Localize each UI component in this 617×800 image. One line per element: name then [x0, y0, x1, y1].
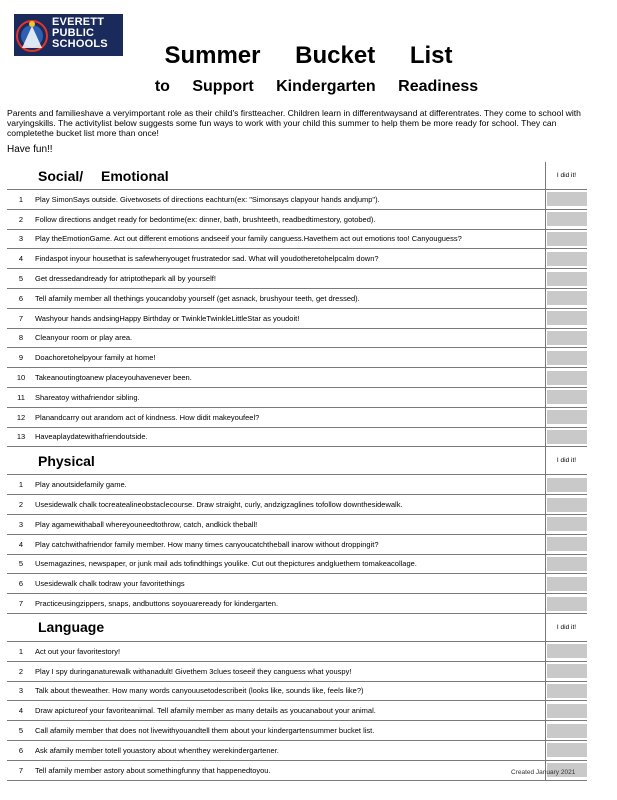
list-item: [7, 701, 587, 721]
list-item: [7, 760, 587, 780]
did-it-cell: [546, 661, 588, 681]
did-it-checkbox[interactable]: [547, 684, 587, 698]
did-it-cell: [546, 368, 588, 388]
section-title: Social/ Emotional: [35, 162, 546, 190]
item-activity: Act out your favoritestory!: [35, 641, 546, 661]
item-number: 4: [7, 249, 35, 269]
did-it-checkbox[interactable]: [547, 351, 587, 365]
did-it-checkbox[interactable]: [547, 644, 587, 658]
list-item: [7, 427, 587, 447]
logo-line: PUBLIC: [52, 27, 95, 39]
list-item: [7, 348, 587, 368]
did-it-checkbox[interactable]: [547, 498, 587, 512]
item-number: 1: [7, 475, 35, 495]
did-it-checkbox[interactable]: [547, 212, 587, 226]
item-number: 3: [7, 229, 35, 249]
list-item: [7, 249, 587, 269]
have-fun-text: Have fun!!: [7, 144, 53, 155]
page-subtitle: to Support Kindergarten Readiness: [154, 78, 479, 95]
did-it-checkbox[interactable]: [547, 478, 587, 492]
item-activity: Talk about theweather. How many words canyouusetodescribeit (looks like, sounds like, feels like?): [35, 681, 546, 701]
list-item: [7, 368, 587, 388]
did-it-checkbox[interactable]: [547, 192, 587, 206]
did-it-header: I did it!: [546, 447, 588, 475]
list-item: [7, 514, 587, 534]
did-it-cell: [546, 190, 588, 210]
did-it-cell: [546, 681, 588, 701]
did-it-checkbox[interactable]: [547, 517, 587, 531]
section-title: Physical: [35, 447, 546, 475]
did-it-header: I did it!: [546, 162, 588, 190]
logo-line: SCHOOLS: [52, 38, 108, 50]
did-it-cell: [546, 574, 588, 594]
did-it-cell: [546, 269, 588, 289]
item-number: 4: [7, 534, 35, 554]
did-it-checkbox[interactable]: [547, 577, 587, 591]
section-header: [7, 447, 587, 475]
list-item: [7, 475, 587, 495]
did-it-checkbox[interactable]: [547, 331, 587, 345]
list-item: [7, 269, 587, 289]
item-number: 10: [7, 368, 35, 388]
item-number: 9: [7, 348, 35, 368]
list-item: [7, 740, 587, 760]
item-activity: Follow directions andget ready for bedontime(ex: dinner, bath, brushteeth, readbedtimestory, gotobed).: [35, 209, 546, 229]
list-item: [7, 288, 587, 308]
list-item: [7, 554, 587, 574]
section-number-cell: [7, 447, 35, 475]
list-item: [7, 328, 587, 348]
item-number: 2: [7, 495, 35, 515]
section-header: [7, 162, 587, 190]
item-activity: Play SimonSays outside. Givetwosets of directions eachturn(ex: "Simonsays clapyour hands andjump").: [35, 190, 546, 210]
item-activity: Findaspot inyour housethat is safewhenyouget frustratedor sad. What will youdotheretohelpcalm down?: [35, 249, 546, 269]
item-activity: Cleanyour room or play area.: [35, 328, 546, 348]
bucket-list-table: [7, 162, 587, 781]
item-activity: Play anoutsidefamily game.: [35, 475, 546, 495]
item-activity: Takeanoutingtoanew placeyouhavenever been.: [35, 368, 546, 388]
list-item: [7, 534, 587, 554]
item-number: 5: [7, 721, 35, 741]
list-item: [7, 594, 587, 614]
did-it-checkbox[interactable]: [547, 390, 587, 404]
section-number-cell: [7, 162, 35, 190]
did-it-checkbox[interactable]: [547, 704, 587, 718]
did-it-cell: [546, 407, 588, 427]
list-item: [7, 387, 587, 407]
section-number-cell: [7, 613, 35, 641]
section-title: Language: [35, 613, 546, 641]
item-number: 7: [7, 760, 35, 780]
did-it-cell: [546, 554, 588, 574]
did-it-cell: [546, 348, 588, 368]
did-it-checkbox[interactable]: [547, 232, 587, 246]
item-number: 6: [7, 574, 35, 594]
item-number: 13: [7, 427, 35, 447]
list-item: [7, 641, 587, 661]
item-number: 7: [7, 594, 35, 614]
did-it-cell: [546, 387, 588, 407]
item-activity: Tell afamily member all thethings youcandoby yourself (get asnack, brushyour teeth, get dressed).: [35, 288, 546, 308]
did-it-checkbox[interactable]: [547, 311, 587, 325]
section-header: [7, 613, 587, 641]
item-number: 1: [7, 190, 35, 210]
did-it-checkbox[interactable]: [547, 743, 587, 757]
list-item: [7, 681, 587, 701]
item-activity: Get dressedandready for atriptothepark all by yourself!: [35, 269, 546, 289]
item-number: 3: [7, 681, 35, 701]
list-item: [7, 495, 587, 515]
did-it-checkbox[interactable]: [547, 410, 587, 424]
list-item: [7, 190, 587, 210]
list-item: [7, 407, 587, 427]
list-item: [7, 229, 587, 249]
did-it-cell: [546, 495, 588, 515]
item-number: 11: [7, 387, 35, 407]
did-it-cell: [546, 328, 588, 348]
item-activity: Call afamily member that does not livewithyouandtell them about your kindergartensummer bucket list.: [35, 721, 546, 741]
page-title: Summer Bucket List: [164, 42, 453, 69]
item-activity: Planandcarry out arandom act of kindness. How didit makeyoufeel?: [35, 407, 546, 427]
item-activity: Play I spy duringanaturewalk withanadult! Givethem 3clues toseeif they canguess what youspy!: [35, 661, 546, 681]
item-activity: Draw apictureof your favoriteanimal. Tell afamily member as many details as youcanabout your animal.: [35, 701, 546, 721]
list-item: [7, 721, 587, 741]
item-activity: Shareatoy withafriendor sibling.: [35, 387, 546, 407]
item-activity: Ask afamily member totell youastory about whenthey werekindergartener.: [35, 740, 546, 760]
did-it-checkbox[interactable]: [547, 597, 587, 611]
item-activity: Doachoretohelpyour family at home!: [35, 348, 546, 368]
did-it-cell: [546, 740, 588, 760]
list-item: [7, 209, 587, 229]
item-activity: Usesidewalk chalk tocreatealineobstaclecourse. Draw straight, curly, andzigzaglines tofollow downthesidewalk.: [35, 495, 546, 515]
did-it-checkbox[interactable]: [547, 537, 587, 551]
item-number: 8: [7, 328, 35, 348]
did-it-checkbox[interactable]: [547, 557, 587, 571]
logo-line: EVERETT: [52, 16, 105, 28]
item-number: 2: [7, 661, 35, 681]
did-it-cell: [546, 475, 588, 495]
item-activity: Play agamewithaball whereyouneedtothrow, catch, andkick theball!: [35, 514, 546, 534]
item-number: 1: [7, 641, 35, 661]
item-activity: Practiceusingzippers, snaps, andbuttons soyouareready for kindergarten.: [35, 594, 546, 614]
did-it-cell: [546, 514, 588, 534]
did-it-cell: [546, 721, 588, 741]
item-activity: Haveaplaydatewithafriendoutside.: [35, 427, 546, 447]
did-it-cell: [546, 641, 588, 661]
item-number: 7: [7, 308, 35, 328]
item-activity: Play theEmotionGame. Act out different emotions andseeif your family canguess.Havethem act out emotions too! Canyouguess?: [35, 229, 546, 249]
item-activity: Usesidewalk chalk todraw your favoritethings: [35, 574, 546, 594]
did-it-cell: [546, 229, 588, 249]
item-number: 5: [7, 269, 35, 289]
did-it-checkbox[interactable]: [547, 430, 587, 444]
bucket-list-body: [7, 162, 587, 780]
item-number: 2: [7, 209, 35, 229]
list-item: [7, 574, 587, 594]
did-it-cell: [546, 594, 588, 614]
did-it-cell: [546, 209, 588, 229]
list-item: [7, 308, 587, 328]
did-it-checkbox[interactable]: [547, 291, 587, 305]
did-it-cell: [546, 308, 588, 328]
list-item: [7, 661, 587, 681]
did-it-checkbox[interactable]: [547, 252, 587, 266]
created-date: Created January 2021: [511, 769, 576, 776]
item-number: 3: [7, 514, 35, 534]
did-it-cell: [546, 534, 588, 554]
item-activity: Washyour hands andsingHappy Birthday or TwinkleTwinkleLittleStar as youdoit!: [35, 308, 546, 328]
item-number: 12: [7, 407, 35, 427]
did-it-cell: [546, 249, 588, 269]
item-number: 5: [7, 554, 35, 574]
item-activity: Usemagazines, newspaper, or junk mail ads tofindthings youlike. Cut out thepictures andgluethem tomakeacollage.: [35, 554, 546, 574]
item-number: 6: [7, 288, 35, 308]
did-it-checkbox[interactable]: [547, 371, 587, 385]
did-it-header: I did it!: [546, 613, 588, 641]
did-it-cell: [546, 288, 588, 308]
did-it-cell: [546, 427, 588, 447]
did-it-cell: [546, 701, 588, 721]
item-number: 4: [7, 701, 35, 721]
intro-paragraph: Parents and familieshave a veryimportant role as their child's firstteacher. Children learn in differentwaysand at differentrates. They come to school with varyingskills. The activitylist below suggests some fun ways to work with your child this summer to help them be more ready for school. They can completethe bucket list more than once!: [7, 108, 581, 138]
item-number: 6: [7, 740, 35, 760]
did-it-checkbox[interactable]: [547, 724, 587, 738]
item-activity: Tell afamily member astory about somethingfunny that happenedtoyou.: [35, 760, 546, 780]
did-it-checkbox[interactable]: [547, 664, 587, 678]
did-it-checkbox[interactable]: [547, 272, 587, 286]
item-activity: Play catchwithafriendor family member. How many times canyoucatchtheball inarow without droppingit?: [35, 534, 546, 554]
